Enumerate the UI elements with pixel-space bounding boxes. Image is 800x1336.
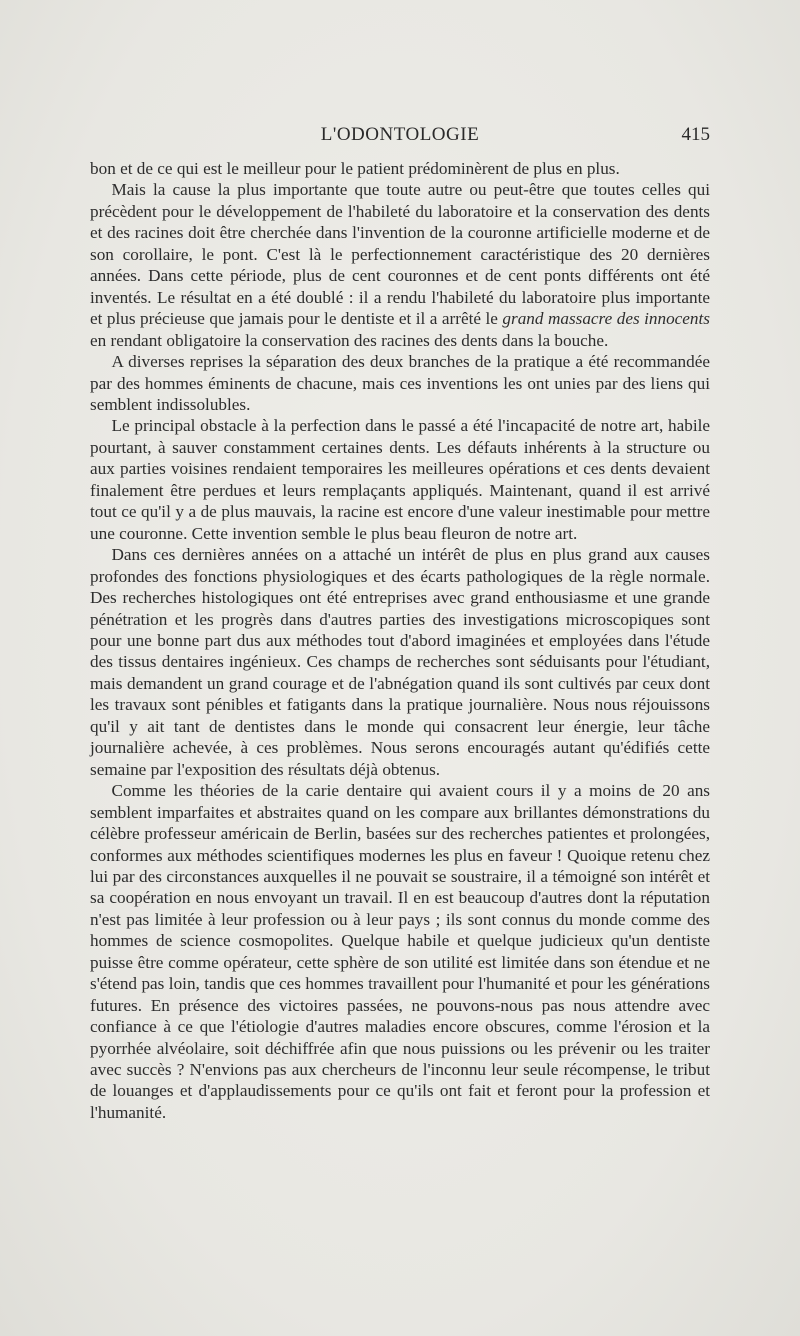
paragraph	[90, 179, 710, 351]
body-text	[90, 158, 710, 1123]
paragraph: bon et de ce qui est le meilleur pour le patient prédominèrent de plus en plus.	[90, 159, 620, 178]
paragraph: Le principal obstacle à la perfection dans le passé a été l'incapacité de notre art, habile pourtant, à sauver constamment certaines dents. Les défauts inhérents à la structure ou aux parties voisines rendaient temporaires les meilleures opérations et ces dents devaient finalement être perdues et leurs remplaçants appliqués. Maintenant, quand il est arrivé tout ce qu'il y a de plus mauvais, la racine est encore d'une valeur inestimable pour mettre une couronne. Cette invention semble le plus beau fleuron de notre art.	[90, 416, 710, 543]
paragraph: Comme les théories de la carie dentaire qui avaient cours il y a moins de 20 ans semblent imparfaites et abstraites quand on les compare aux brillantes démonstrations du célèbre professeur américain de Berlin, basées sur des recherches patientes et prolongées, conformes aux méthodes scientifiques modernes les plus en faveur ! Quoique retenu chez lui par des circonstances auxquelles il ne pouvait se soustraire, il a témoigné son intérêt et sa coopération en nous envoyant un travail. Il en est beaucoup d'autres dont la réputation n'est pas limitée à leur profession ou à leur pays ; ils sont connus du monde comme des hommes de science cosmopolites. Quelque habile et quelque judicieux qu'un dentiste puisse être comme opérateur, cette sphère de son utilité est limitée dans son étendue et ne s'étend pas loin, tandis que ces hommes travaillent pour l'humanité et pour les générations futures. En présence des victoires passées, ne pouvons-nous pas nous attendre avec confiance à ce que l'étiologie d'autres maladies encore obscures, comme l'érosion et la pyorrhée alvéolaire, soit déchiffrée afin que nous puissions ou les prévenir ou les traiter avec succès ? N'envions pas aux chercheurs de l'inconnu leur seule récompense, le tribut de louanges et d'applaudissements pour ce qu'ils ont fait et feront pour la profession et l'humanité.	[90, 781, 710, 1122]
page-number: 415	[681, 124, 710, 145]
page-header	[90, 124, 710, 152]
running-title: L'ODONTOLOGIE	[320, 124, 480, 145]
italic-phrase: grand massacre des innocents	[502, 309, 710, 329]
paragraph-text: en rendant obligatoire la conservation des racines des dents dans la bouche.	[90, 330, 609, 350]
paragraph: Dans ces dernières années on a attaché un intérêt de plus en plus grand aux causes profondes des fonctions physiologiques et des écarts pathologiques de la règle normale. Des recherches histologiques ont été entreprises avec grand enthousiasme et une grande pénétration et les progrès dans d'autres parties des investigations microscopiques sont pour une bonne part dus aux méthodes tout d'abord imaginées et employées dans l'étude des tissus dentaires ingénieux. Ces champs de recherches sont séduisants pour l'étudiant, mais demandent un grand courage et de l'abnégation quand ils sont cultivés par ceux dont les travaux sont pénibles et fatigants dans la pratique journalière. Nous nous réjouissons qu'il y ait tant de dentistes dans le monde qui consacrent leur énergie, leur tâche journalière achevée, à ces problèmes. Nous serons encouragés autant qu'édifiés cette semaine par l'exposition des résultats déjà obtenus.	[90, 545, 710, 779]
paragraph: A diverses reprises la séparation des deux branches de la pratique a été recommandée par des hommes éminents de chacune, mais ces inventions les ont unies par des liens qui semblent indissolubles.	[90, 352, 710, 414]
paragraph-text: Mais la cause la plus importante que toute autre ou peut-être que toutes celles qui précèdent pour le développement de l'habileté du laboratoire et la conservation des dents et des racines doit être cherchée dans l'invention de la couronne artificielle moderne et de son corollaire, le pont. C'est là le perfectionnement caractéristique des 20 dernières années. Dans cette période, plus de cent couronnes et de cent ponts différents ont été inventés. Le résultat en a été doublé : il a rendu l'habileté du laboratoire plus importante et plus précieuse que jamais pour le dentiste et il a arrêté le	[90, 180, 710, 329]
